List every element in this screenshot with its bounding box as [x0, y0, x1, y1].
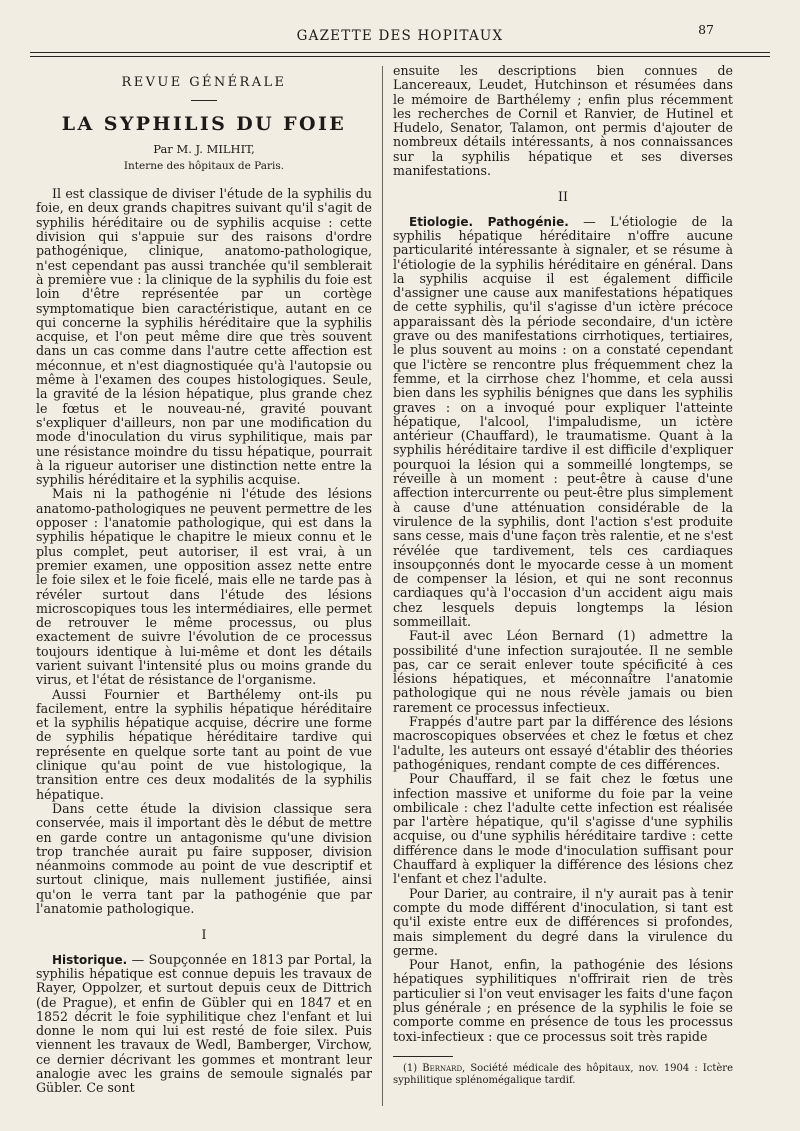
- intro-paragraph: Il est classique de diviser l'étude de la syphilis du foie, en deux grands chapitres suivant qu'il s'agit de syphilis héréditaire ou de syphilis acquise : cette division qui s'appuie sur des raisons d'ordre pathogénique, clinique, anatomo-pathologique, n'est cependant pas aussi tranchée qu'il semblerait à première vue : la clinique de la syphilis du foie est loin d'être représentée par un cortège symptomatique bien caractéristique, autant en ce qui concerne la syphilis héréditaire que la syphilis acquise, et l'on peut même dire que très souvent dans un cas comme dans l'autre cette affection est méconnue, et n'est diagnostiquée qu'à l'autopsie ou même à l'examen des coupes histologiques. Seule, la gravité de la lésion hépatique, plus grande chez le fœtus et le nouveau-né, gravité pouvant s'expliquer d'ailleurs, non par une modification du mode d'inoculation du virus syphilitique, mais par une résistance moindre du tissu hépatique, pourrait à la rigueur autoriser une distinction nette entre la syphilis héréditaire et la syphilis acquise.: [36, 186, 372, 488]
- body-paragraph: Pour Darier, au contraire, il n'y aurait pas à tenir compte du mode différent d'inoculation, si tant est qu'il existe entre eux de différences si profondes, mais simplement du degré dans la virulence du germe.: [393, 885, 733, 958]
- footnote-text: Société médicale des hôpitaux, nov. 1904 : Ictère syphilitique splénomégalique tardif.: [393, 1062, 733, 1086]
- body-paragraph: Faut-il avec Léon Bernard (1) admettre la possibilité d'une infection surajoutée. Il ne semble pas, car ce serait enlever toute spécificité à ces lésions hépatiques, et méconnaître l'anatomie pathologique qui ne nous révèle jamais ou bien rarement ce processus infectieux.: [393, 628, 733, 715]
- section-label: REVUE GÉNÉRALE: [121, 75, 287, 90]
- historique-continued: ensuite les descriptions bien connues de Lancereaux, Leudet, Hutchinson et résumées dans le mémoire de Barthélemy ; enfin plus récemment les recherches de Cornil et Ranvier, de Hutinel et Hudelo, Senator, Talamon, ont permis d'ajouter de nombreux détails intéressants, à nos connaissances sur la syphilis hépatique et ses diverses manifestations.: [393, 63, 733, 179]
- page-number: 87: [698, 22, 714, 37]
- footnote: [393, 1063, 733, 1087]
- header-rule: [30, 52, 770, 53]
- running-head: GAZETTE DES HOPITAUX: [296, 28, 504, 44]
- intro-paragraph: Dans cette étude la division classique sera conservée, mais il important dès le début de mettre en garde contre un antagonisme qu'une division trop tranchée aurait pu faire supposer, division néanmoins commode au point de vue descriptif et surtout clinique, mais nullement justifiée, ainsi qu'on le verra tant par la pathogénie que par l'anatomie pathologique.: [36, 800, 372, 917]
- column-rule: [382, 66, 383, 1106]
- right-column: [393, 64, 733, 1087]
- byline: Par M. J. MILHIT,: [153, 141, 255, 156]
- footnote-marker: (1): [403, 1062, 418, 1074]
- article-title: LA SYPHILIS DU FOIE: [61, 113, 347, 136]
- etiologie-text: — L'étiologie de la syphilis hépatique héréditaire n'offre aucune particularité intéressante à signaler, et se résume à l'étiologie de la syphilis héréditaire en général. Dans la syphilis acquise il est également difficile d'assigner une cause aux manifestations hépatiques de cette syphilis, qu'il s'agisse d'un ictère précoce apparaissant dès la période secondaire, d'un ictère grave ou des manifestations cirrhotiques, tertiaires, le plus souvent au moins : on a constaté cependant que l'ictère se rencontre plus fréquemment chez la femme, et la cirrhose chez l'homme, et cela aussi bien dans les syphilis bénignes que dans les syphilis graves : on a invoqué pour expliquer l'atteinte hépatique, l'alcool, l'impaludisme, un ictère antérieur (Chauffard), le traumatisme. Quant à la syphilis héréditaire tardive il est difficile d'expliquer pourquoi la lésion qui a sommeillé longtemps, se réveille à un moment : peut-être à cause d'une affection intercurrente ou peut-être plus simplement à cause d'une atténuation considérable de la virulence de la syphilis, dont l'action s'est produite sans cesse, mais d'une façon très ralentie, et ne s'est révélée que tardivement, tels ces cardiaques insoupçonnés dont le myocarde cesse à un moment de compenser la lésion, et qui ne sont reconnus cardiaques qu'à l'occasion d'un accident aigu mais chez lesquels depuis longtemps la lésion sommeillait.: [393, 213, 734, 629]
- historique-paragraph: [36, 953, 372, 1096]
- header-rule-thin: [30, 56, 770, 57]
- body-paragraph: Pour Hanot, enfin, la pathogénie des lésions hépatiques syphilitiques n'offrirait rien de très particulier si l'on veut envisager les faits d'une façon plus générale ; en présence de la syphilis le foie se comporte comme en présence de tous les processus toxi-infectieux : que ce processus soit très rapide: [393, 957, 733, 1044]
- section-numeral-one: I: [201, 927, 207, 943]
- body-paragraph: Pour Chauffard, il se fait chez le fœtus une infection massive et uniforme du foie par la veine ombilicale : chez l'adulte cette infection est réalisée par l'artère hépatique, qu'il s'agisse d'une syphilis acquise, ou d'une syphilis héréditaire tardive : cette différence dans le mode d'inoculation suffisant pour Chauffard à expliquer la différence des lésions chez l'enfant et chez l'adulte.: [393, 771, 733, 887]
- intro-paragraph: Mais ni la pathogénie ni l'étude des lésions anatomo-pathologiques ne peuvent permettre de les opposer : l'anatomie pathologique, qui est dans la syphilis hépatique le chapitre le mieux connu et le plus complet, peut autoriser, il est vrai, à un premier examen, une opposition assez nette entre le foie silex et le foie ficelé, mais elle ne tarde pas à révéler surtout dans l'étude des lésions microscopiques tous les intermédiaires, elle permet de retrouver le même processus, ou plus exactement de suivre l'évolution de ce processus toujours identique à lui-même et dont les détails varient suivant l'intensité plus ou moins grande du virus, et l'état de résistance de l'organisme.: [36, 486, 372, 688]
- historique-text: — Soupçonnée en 1813 par Portal, la syphilis hépatique est connue depuis les travaux de Rayer, Oppolzer, et surtout depuis ceux de Dittrich (de Prague), et enfin de Gübler qui en 1847 et en 1852 décrit le foie syphilitique chez l'enfant et lui donne le nom qui lui est resté de foie silex. Puis viennent les travaux de Wedl, Bamberger, Virchow, ce dernier décrivant les gommes et montrant leur analogie avec les grains de semoule signalés par Gübler. Ce sont: [36, 951, 372, 1096]
- footnote-author: Bernard,: [422, 1062, 466, 1074]
- body-paragraph: Frappés d'autre part par la différence des lésions macroscopiques observées et chez le fœtus et chez l'adulte, les auteurs ont essayé d'établir des théories pathogéniques, rendant compte de ces différences.: [393, 714, 733, 772]
- etiologie-heading: Etiologie. Pathogénie.: [409, 214, 569, 229]
- footnote-rule: [393, 1056, 453, 1057]
- section-divider: [191, 100, 217, 101]
- historique-heading: Historique.: [52, 952, 128, 967]
- left-column: [36, 64, 372, 1096]
- etiologie-paragraph: [393, 215, 733, 630]
- affiliation: Interne des hôpitaux de Paris.: [123, 159, 285, 172]
- section-numeral-two: II: [558, 189, 568, 205]
- intro-paragraph: Aussi Fournier et Barthélemy ont-ils pu facilement, entre la syphilis hépatique héréditaire et la syphilis hépatique acquise, décrire une forme de syphilis hépatique héréditaire tardive qui représente en quelque sorte tant au point de vue clinique qu'au point de vue histologique, la transition entre ces deux modalités de la syphilis hépatique.: [36, 686, 372, 802]
